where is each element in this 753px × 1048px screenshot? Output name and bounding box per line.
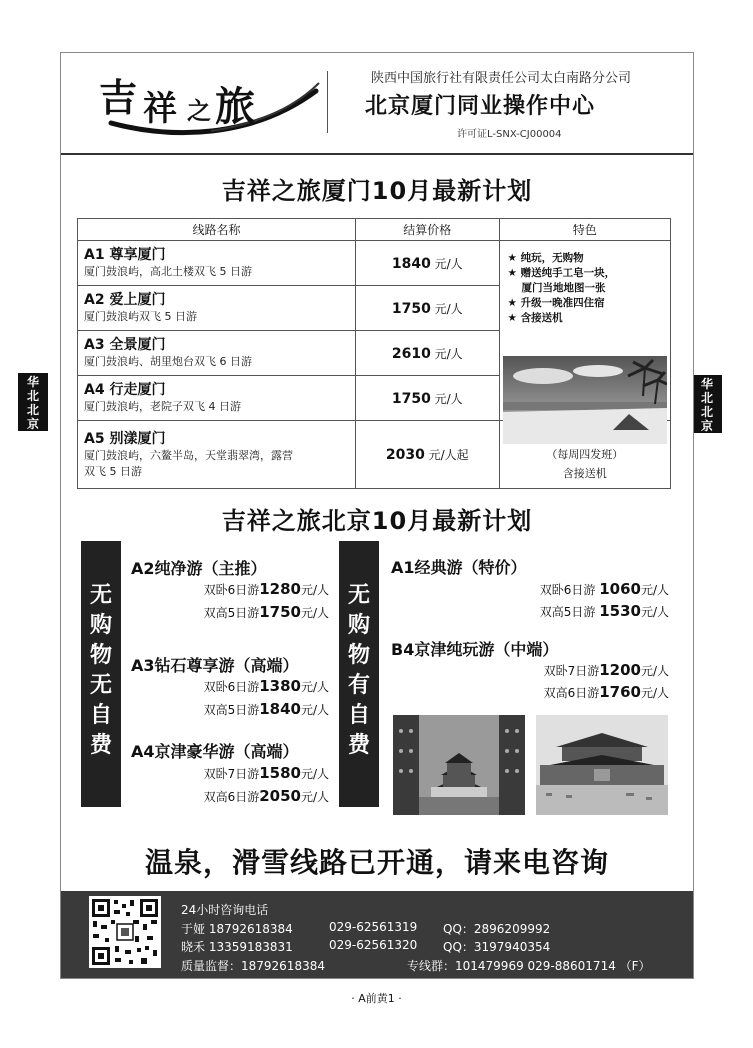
route-cell [78, 286, 356, 331]
route-cell [78, 421, 356, 489]
contact-landline: 029-62561319 [329, 920, 418, 934]
tour-price-line: 双高5日游 1530元/人 [539, 602, 669, 620]
bar-char: 自 [347, 703, 370, 728]
side-tab-char: 北 [26, 403, 39, 417]
tour-price-line: 双高6日游2050元/人 [203, 787, 329, 805]
company-name: 陕西中国旅行社有限责任公司太白南路分公司 [371, 71, 632, 86]
logo-char: 祥 [143, 89, 177, 129]
price-value: 2030 [385, 447, 425, 463]
contact-name-phone: 晓禾 13359183831 [181, 940, 293, 954]
tour-price-line: 双高5日游1840元/人 [203, 700, 329, 718]
price-cell [355, 286, 499, 331]
bar-char: 有 [347, 673, 370, 698]
route-name: A3 全景厦门 [84, 337, 166, 353]
bar-char: 购 [347, 613, 370, 638]
flyer-page [60, 52, 694, 979]
tour-name: A1经典游（特价） [391, 558, 527, 577]
price-cell [355, 421, 499, 489]
no-shopping-has-fee-bar [339, 541, 379, 807]
side-tab-char: 京 [700, 419, 713, 433]
price-value: 1750 [391, 390, 431, 407]
tiananmen-photo [536, 715, 668, 815]
price-unit: 元/人 [434, 391, 463, 406]
bar-char: 自 [89, 703, 112, 728]
route-name: A1 尊享厦门 [84, 247, 166, 263]
header-divider [327, 71, 328, 133]
temple-of-heaven-photo [393, 715, 525, 815]
tour-price-line: 双卧6日游 1060元/人 [539, 580, 669, 598]
price-value: 1750 [391, 300, 431, 317]
price-unit: 元/人 [434, 346, 463, 361]
tour-price-line: 双卧6日游1280元/人 [203, 580, 329, 598]
quality-supervision: 质量监督：18792618384 [181, 959, 325, 973]
price-cell [355, 376, 499, 421]
feature-item: 厦门当地地图一张 [521, 282, 606, 294]
side-tab-char: 北 [26, 389, 39, 403]
page-footer: · A前黄1 · [351, 992, 402, 1005]
side-tab-char: 北 [700, 391, 713, 405]
bar-char: 物 [89, 643, 112, 668]
bar-char: 费 [347, 733, 370, 758]
route-name: A2 爱上厦门 [84, 292, 166, 308]
tour-name: A4京津豪华游（高端） [131, 742, 299, 761]
contact-qq: QQ：2896209992 [443, 922, 551, 936]
feature-cell [499, 241, 670, 421]
no-shopping-no-fee-bar [81, 541, 121, 807]
route-name: A5 别漾厦门 [84, 430, 166, 447]
col-route: 线路名称 [78, 219, 356, 241]
side-tab-left [18, 373, 48, 431]
contact-name-phone: 于娅 18792618384 [181, 922, 293, 936]
feature-item: ★ 含接送机 [507, 312, 563, 324]
side-tab-char: 京 [26, 417, 39, 431]
header [61, 53, 693, 155]
price-unit: 元/人起 [428, 448, 469, 462]
feature-item: ★ 赠送纯手工皂一块， [507, 267, 616, 279]
route-desc: 厦门鼓浪屿，老院子双飞 4 日游 [84, 400, 241, 413]
feature-item: ★ 纯玩，无购物 [507, 252, 584, 264]
side-tab-char: 华 [26, 375, 39, 389]
route-desc: 厦门鼓浪屿、胡里炮台双飞 6 日游 [84, 355, 252, 368]
beijing-plan-title: 吉祥之旅北京10月最新计划 [221, 507, 533, 535]
side-tab-right [692, 375, 722, 433]
contact-landline: 029-62561320 [329, 938, 418, 952]
price-cell [355, 331, 499, 376]
price-unit: 元/人 [434, 256, 463, 271]
tour-name: A2纯净游（主推） [131, 559, 267, 578]
route-desc: 厦门鼓浪屿，高北土楼双飞 5 日游 [84, 265, 252, 278]
center-title: 北京厦门同业操作中心 [365, 94, 596, 119]
hotline-label: 24小时咨询电话 [181, 903, 269, 917]
tour-price-line: 双高6日游1760元/人 [543, 683, 669, 701]
route-desc: 厦门鼓浪屿双飞 5 日游 [84, 310, 197, 323]
logo-char: 之 [187, 96, 211, 125]
route-name: A4 行走厦门 [84, 382, 166, 398]
feature-item: ★ 升级一晚准四住宿 [507, 297, 605, 309]
tour-name: B4京津纯玩游（中端） [391, 640, 559, 659]
route-cell [78, 331, 356, 376]
bar-char: 无 [89, 673, 112, 698]
departure-transfer: 含接送机 [562, 467, 607, 480]
tour-price-line: 双高5日游1750元/人 [203, 603, 329, 621]
price-value: 2610 [391, 345, 431, 362]
tour-price-line: 双卧7日游1200元/人 [543, 661, 669, 679]
route-cell [78, 241, 356, 286]
logo-char: 吉 [99, 75, 138, 120]
col-feature: 特色 [499, 219, 670, 241]
side-tab-char: 华 [700, 377, 713, 391]
bar-char: 购 [89, 613, 112, 638]
col-price: 结算价格 [355, 219, 499, 241]
tour-price-line: 双卧7日游1580元/人 [203, 764, 329, 782]
departure-schedule: （每周四发班） [546, 448, 624, 461]
group-contact: 专线群：101479969 029-88601714 （F） [407, 959, 651, 973]
bar-char: 物 [347, 643, 370, 668]
xiamen-route-table [77, 218, 671, 489]
route-desc: 双飞 5 日游 [84, 464, 142, 478]
table-row [78, 241, 671, 286]
bar-char: 无 [89, 583, 112, 608]
feature-list [500, 241, 670, 326]
brand-logo [91, 61, 321, 141]
price-value: 1840 [391, 255, 431, 272]
tour-name: A3钻石尊享游（高端） [131, 656, 299, 675]
contact-qq: QQ：3197940354 [443, 940, 551, 954]
tour-price-line: 双卧6日游1380元/人 [203, 677, 329, 695]
bar-char: 费 [89, 733, 112, 758]
route-desc: 厦门鼓浪屿，六鳌半岛，天堂翡翠湾，露营 [84, 448, 293, 462]
route-cell [78, 376, 356, 421]
slogan: 温泉，滑雪线路已开通，请来电咨询 [144, 846, 609, 879]
logo-char: 旅 [215, 83, 255, 130]
price-unit: 元/人 [434, 301, 463, 316]
qr-code-icon [89, 896, 161, 968]
table-header-row [78, 219, 671, 241]
contact-footer [61, 891, 693, 978]
xiamen-plan-title: 吉祥之旅厦门10月最新计划 [221, 177, 533, 205]
bar-char: 无 [347, 583, 370, 608]
price-cell [355, 241, 499, 286]
license-number: 许可证L-SNX-CJ00004 [457, 129, 562, 140]
beach-photo [503, 356, 667, 444]
side-tab-char: 北 [700, 405, 713, 419]
